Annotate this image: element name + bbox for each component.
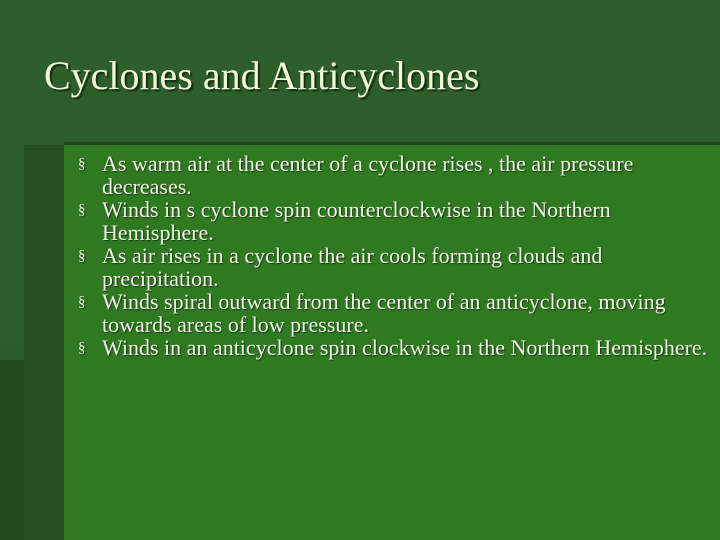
- bullet-item: [78, 336, 708, 359]
- bullet-text: As air rises in a cyclone the air cools forming clouds and precipitation.: [102, 243, 603, 291]
- bullet-item: [78, 244, 708, 290]
- bullet-text: Winds in an anticyclone spin clockwise in the Northern Hemisphere.: [102, 335, 708, 360]
- section-sign-bullet-icon: §: [78, 340, 86, 356]
- bullet-text: Winds spiral outward from the center of an anticyclone, moving towards areas of low pressure.: [102, 289, 666, 337]
- slide-title: Cyclones and Anticyclones: [44, 53, 480, 98]
- bullet-item: [78, 290, 708, 336]
- bullet-item: [78, 198, 708, 244]
- bullet-text: Winds in s cyclone spin counterclockwise in the Northern Hemisphere.: [102, 197, 611, 245]
- bullet-item: [78, 152, 708, 198]
- bullet-list: [78, 152, 708, 359]
- bullet-text: As warm air at the center of a cyclone rises , the air pressure decreases.: [102, 151, 634, 199]
- decorative-stripe: [24, 145, 64, 540]
- section-sign-bullet-icon: §: [78, 202, 86, 218]
- section-sign-bullet-icon: §: [78, 156, 86, 172]
- section-sign-bullet-icon: §: [78, 294, 86, 310]
- section-sign-bullet-icon: §: [78, 248, 86, 264]
- decorative-stripe: [0, 360, 24, 540]
